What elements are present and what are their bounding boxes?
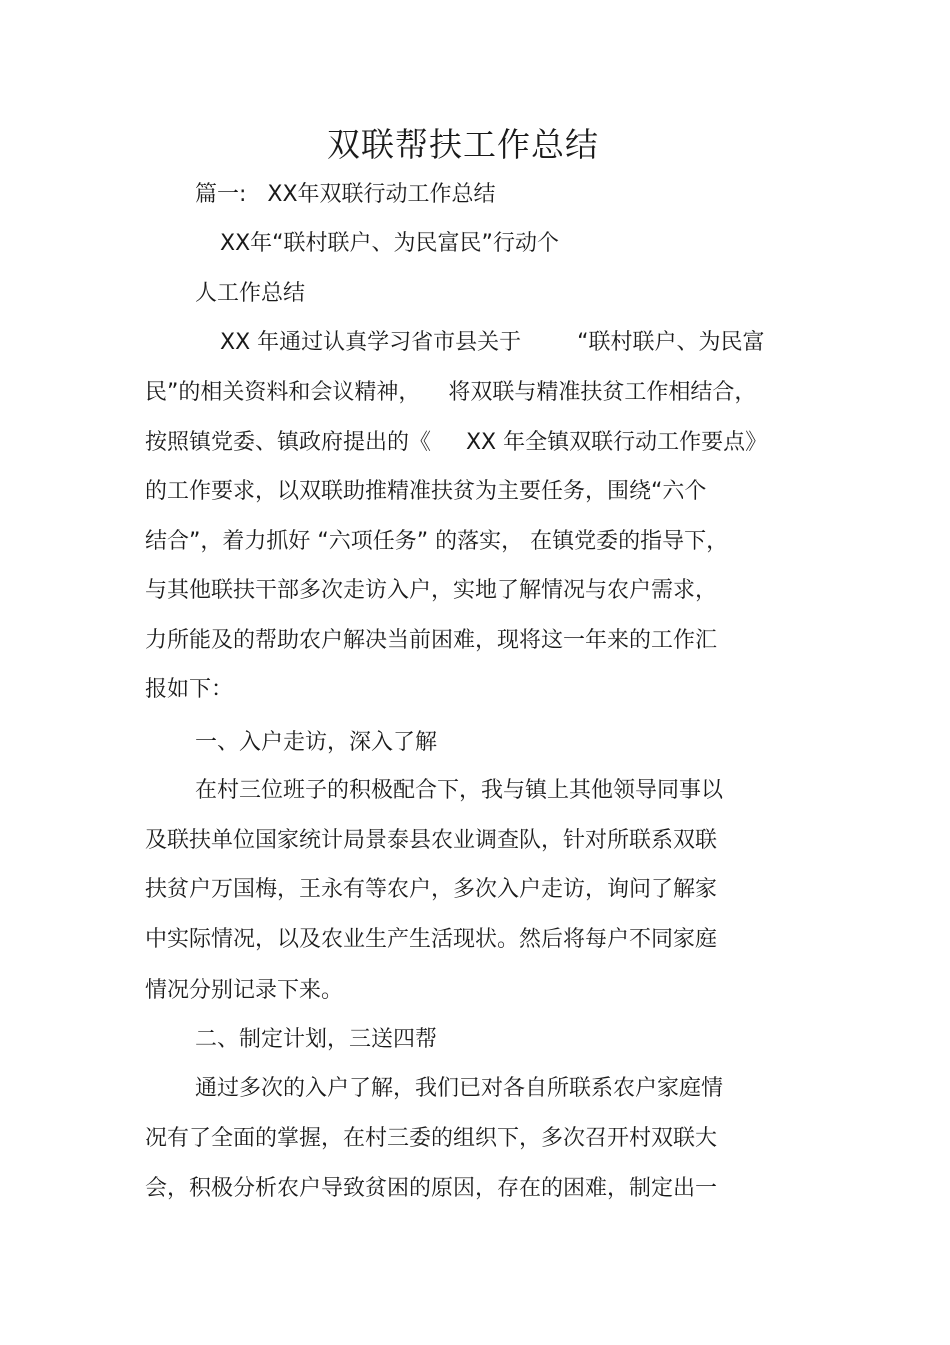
text-line: 情况分别记录下来。 bbox=[145, 978, 344, 1003]
text-line: XX 年通过认真学习省市县关于 “联村联户、为民富 bbox=[220, 330, 765, 355]
text-line: 的工作要求，以双联助推精准扶贫为主要任务，围绕“六个 bbox=[145, 479, 707, 504]
text-line: XX年“联村联户、为民富民”行动个 bbox=[220, 231, 559, 256]
text-line: 及联扶单位国家统计局景泰县农业调查队，针对所联系双联 bbox=[145, 828, 718, 853]
text-line: 通过多次的入户了解，我们已对各自所联系农户家庭情 bbox=[195, 1076, 724, 1101]
text-line: 力所能及的帮助农户解决当前困难，现将这一年来的工作汇 bbox=[145, 628, 718, 653]
text-line: 中实际情况，以及农业生产生活现状。然后将每户不同家庭 bbox=[145, 927, 718, 952]
text-line: 在村三位班子的积极配合下，我与镇上其他领导同事以 bbox=[195, 778, 724, 803]
document-title: 双联帮扶工作总结 bbox=[327, 125, 599, 164]
text-line: 人工作总结 bbox=[195, 281, 306, 306]
section-heading: 二、制定计划，三送四帮 bbox=[195, 1027, 438, 1052]
text-line: 与其他联扶干部多次走访入户，实地了解情况与农户需求， bbox=[145, 578, 718, 603]
text-line: 会，积极分析农户导致贫困的原因，存在的困难，制定出一 bbox=[145, 1176, 718, 1201]
text-line: 篇一: XX年双联行动工作总结 bbox=[195, 182, 496, 207]
section-heading: 一、入户走访，深入了解 bbox=[195, 730, 438, 755]
text-line: 报如下： bbox=[145, 677, 234, 702]
text-line: 况有了全面的掌握，在村三委的组织下，多次召开村双联大 bbox=[145, 1126, 718, 1151]
text-line: 结合”，着力抓好 “六项任务” 的落实， 在镇党委的指导下， bbox=[145, 529, 729, 554]
text-line: 扶贫户万国梅，王永有等农户，多次入户走访，询问了解家 bbox=[145, 877, 718, 902]
text-line: 按照镇党委、镇政府提出的《 XX 年全镇双联行动工作要点》 bbox=[145, 430, 768, 455]
text-line: 民”的相关资料和会议精神， 将双联与精准扶贫工作相结合， bbox=[145, 380, 757, 405]
